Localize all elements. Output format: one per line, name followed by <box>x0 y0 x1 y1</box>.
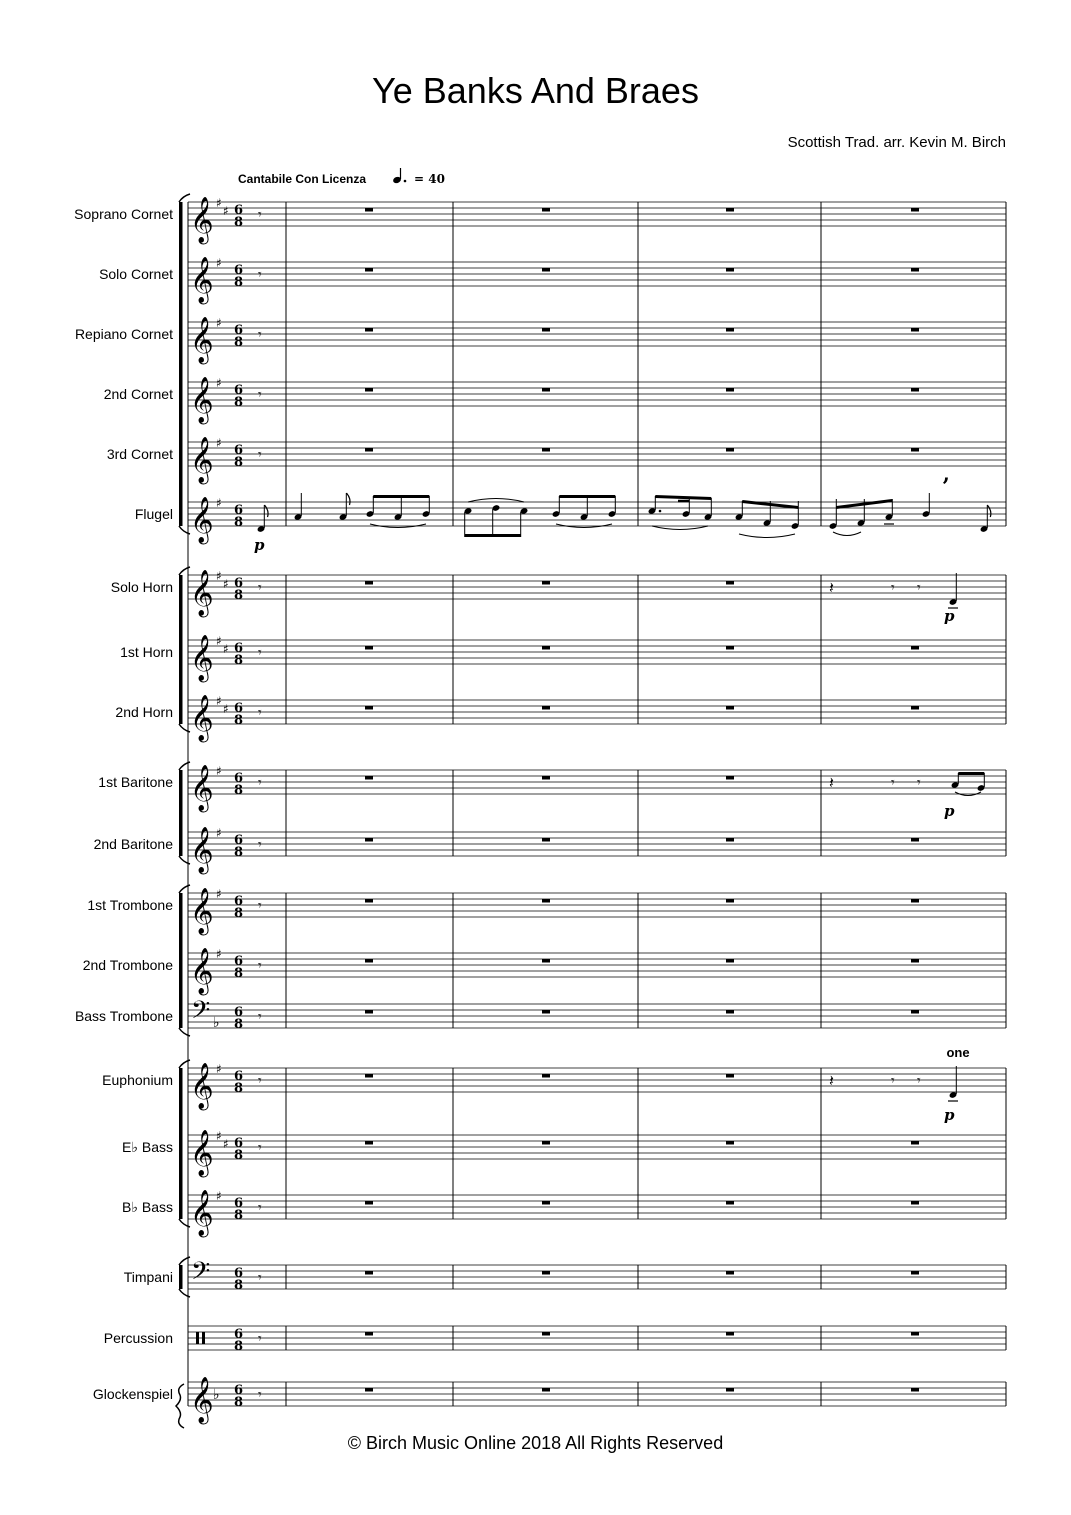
eighth-rest-icon: 𝄾 <box>258 267 262 283</box>
beam <box>655 495 711 500</box>
sharp-icon: ♯ <box>216 256 222 270</box>
treble-clef-icon: 𝄞 <box>190 497 214 543</box>
instrument-name: 2nd Trombone <box>82 957 173 973</box>
instrument-name: Timpani <box>123 1269 173 1285</box>
time-sig-top: 6 <box>234 203 244 218</box>
whole-rest-icon <box>726 448 734 452</box>
eighth-rest-icon: 𝄾 <box>258 1009 262 1025</box>
whole-rest-icon <box>726 1141 734 1145</box>
eighth-rest-icon: 𝄾 <box>258 837 262 853</box>
whole-rest-icon <box>365 776 373 780</box>
whole-rest-icon <box>365 1388 373 1392</box>
whole-rest-icon <box>911 646 919 650</box>
time-sig-top: 6 <box>234 1266 244 1281</box>
time-sig-top: 6 <box>234 833 244 848</box>
whole-rest-icon <box>726 959 734 963</box>
time-sig-bottom: 8 <box>234 1278 244 1293</box>
sharp-icon: ♯ <box>216 947 222 961</box>
bass-clef-icon: 𝄢 <box>191 1257 211 1292</box>
staff-2nd-horn <box>115 694 1006 743</box>
time-sig-bottom: 8 <box>234 653 244 668</box>
whole-rest-icon <box>542 838 550 842</box>
whole-rest-icon <box>726 208 734 212</box>
time-sig-top: 6 <box>234 443 244 458</box>
whole-rest-icon <box>911 1271 919 1275</box>
treble-clef-icon: 𝄞 <box>190 635 214 681</box>
whole-rest-icon <box>726 388 734 392</box>
time-sig-bottom: 8 <box>234 966 244 981</box>
whole-rest-icon <box>542 899 550 903</box>
treble-clef-icon: 𝄞 <box>190 888 214 934</box>
treble-clef-icon: 𝄞 <box>190 948 214 994</box>
eighth-rest-icon: 𝄾 <box>258 447 262 463</box>
staff-2nd-cornet <box>104 376 1006 425</box>
time-sig-bottom: 8 <box>234 1208 244 1223</box>
staff-soprano-cornet <box>74 196 1006 245</box>
staff-1st-trombone <box>87 887 1006 936</box>
time-sig-top: 6 <box>234 641 244 656</box>
whole-rest-icon <box>911 448 919 452</box>
rehearsal-annotation: one <box>946 1045 970 1060</box>
treble-clef-icon: 𝄞 <box>190 1063 214 1109</box>
eighth-rest-icon: 𝄾 <box>258 387 262 403</box>
eighth-rest-icon: 𝄾 <box>917 580 921 596</box>
instrument-name: E♭ Bass <box>122 1139 173 1155</box>
time-sig-top: 6 <box>234 1069 244 1084</box>
instrument-name: Flugel <box>134 506 173 522</box>
eighth-rest-icon: 𝄾 <box>891 1073 895 1089</box>
whole-rest-icon <box>911 268 919 272</box>
eighth-rest-icon: 𝄾 <box>258 1200 262 1216</box>
instrument-name: B♭ Bass <box>122 1199 173 1215</box>
whole-rest-icon <box>542 1010 550 1014</box>
whole-rest-icon <box>911 838 919 842</box>
whole-rest-icon <box>365 268 373 272</box>
sharp-icon: ♯ <box>216 1189 222 1203</box>
whole-rest-icon <box>726 706 734 710</box>
time-sig-bottom: 8 <box>234 215 244 230</box>
sharp-icon: ♯ <box>216 826 222 840</box>
tempo-text: Cantabile Con Licenza <box>238 172 367 186</box>
staff-glockenspiel <box>93 1377 1006 1425</box>
whole-rest-icon <box>542 1332 550 1336</box>
quarter-rest-icon: 𝄽 <box>829 1071 834 1090</box>
whole-rest-icon <box>726 1388 734 1392</box>
treble-clef-icon: 𝄞 <box>190 257 214 303</box>
sharp-icon: ♯ <box>216 376 222 390</box>
time-sig-bottom: 8 <box>234 1395 244 1410</box>
time-sig-bottom: 8 <box>234 713 244 728</box>
time-sig-top: 6 <box>234 1005 244 1020</box>
instrument-name: Percussion <box>103 1330 173 1346</box>
whole-rest-icon <box>726 581 734 585</box>
instrument-name: 2nd Baritone <box>93 836 173 852</box>
time-sig-top: 6 <box>234 576 244 591</box>
dynamic-piano: p <box>944 802 955 820</box>
staff-repiano-cornet <box>75 316 1006 365</box>
whole-rest-icon <box>365 706 373 710</box>
time-sig-top: 6 <box>234 701 244 716</box>
instrument-name: Solo Horn <box>110 579 173 595</box>
whole-rest-icon <box>542 208 550 212</box>
sharp-icon: ♯ <box>223 204 229 218</box>
instrument-name: 3rd Cornet <box>106 446 173 462</box>
whole-rest-icon <box>726 1010 734 1014</box>
whole-rest-icon <box>365 899 373 903</box>
whole-rest-icon <box>726 1074 734 1078</box>
whole-rest-icon <box>911 328 919 332</box>
quarter-rest-icon: 𝄽 <box>829 578 834 597</box>
score-title: Ye Banks And Braes <box>372 70 699 111</box>
time-sig-bottom: 8 <box>234 845 244 860</box>
whole-rest-icon <box>911 1388 919 1392</box>
whole-rest-icon <box>542 268 550 272</box>
euphonium-entry <box>829 1045 970 1124</box>
sharp-icon: ♯ <box>223 1137 229 1151</box>
whole-rest-icon <box>542 646 550 650</box>
treble-clef-icon: 𝄞 <box>190 765 214 811</box>
eighth-rest-icon: 𝄾 <box>258 775 262 791</box>
treble-clef-icon: 𝄞 <box>190 1190 214 1236</box>
staff-solo-horn <box>111 569 1006 618</box>
brace-glockenspiel <box>176 1384 184 1428</box>
time-sig-top: 6 <box>234 954 244 969</box>
time-sig-bottom: 8 <box>234 1081 244 1096</box>
whole-rest-icon <box>365 208 373 212</box>
beam <box>559 495 615 498</box>
slur <box>468 499 524 503</box>
time-sig-top: 6 <box>234 263 244 278</box>
treble-clef-icon: 𝄞 <box>190 197 214 243</box>
whole-rest-icon <box>365 448 373 452</box>
whole-rest-icon <box>911 388 919 392</box>
staff-3rd-cornet <box>107 436 1006 485</box>
staff-euphonium <box>102 1062 1006 1111</box>
time-sig-top: 6 <box>234 503 244 518</box>
whole-rest-icon <box>365 1074 373 1078</box>
instrument-name: 2nd Cornet <box>103 386 173 402</box>
staff-percussion <box>104 1326 1006 1354</box>
staff-b-bass <box>122 1189 1006 1238</box>
instrument-name: 2nd Horn <box>115 704 173 720</box>
whole-rest-icon <box>911 1201 919 1205</box>
slur <box>833 532 861 536</box>
time-sig-bottom: 8 <box>234 783 244 798</box>
staff-solo-cornet <box>99 256 1006 305</box>
time-sig-bottom: 8 <box>234 1339 244 1354</box>
sharp-icon: ♯ <box>223 642 229 656</box>
eighth-rest-icon: 𝄾 <box>258 1331 262 1347</box>
sharp-icon: ♯ <box>216 436 222 450</box>
eighth-rest-icon: 𝄾 <box>258 958 262 974</box>
instrument-name: 1st Baritone <box>98 774 173 790</box>
whole-rest-icon <box>542 1201 550 1205</box>
whole-rest-icon <box>365 1332 373 1336</box>
percussion-clef-icon <box>196 1332 199 1344</box>
tempo-marking <box>238 168 445 186</box>
tempo-bpm: = 40 <box>414 172 445 186</box>
staff-timpani <box>124 1257 1006 1293</box>
eighth-rest-icon: 𝄾 <box>891 775 895 791</box>
sharp-icon: ♯ <box>223 577 229 591</box>
whole-rest-icon <box>542 388 550 392</box>
eighth-rest-icon: 𝄾 <box>258 327 262 343</box>
whole-rest-icon <box>542 706 550 710</box>
whole-rest-icon <box>726 268 734 272</box>
time-sig-bottom: 8 <box>234 515 244 530</box>
whole-rest-icon <box>542 328 550 332</box>
staff-1st-baritone <box>98 764 1006 813</box>
flag <box>265 505 269 517</box>
sharp-icon: ♯ <box>216 569 222 583</box>
instrument-name: 1st Trombone <box>87 897 173 913</box>
whole-rest-icon <box>365 646 373 650</box>
whole-rest-icon <box>911 959 919 963</box>
sharp-icon: ♯ <box>223 702 229 716</box>
sharp-icon: ♯ <box>216 1129 222 1143</box>
staff-e-bass <box>122 1129 1006 1178</box>
whole-rest-icon <box>365 388 373 392</box>
whole-rest-icon <box>726 776 734 780</box>
instrument-name: Glockenspiel <box>92 1386 173 1402</box>
whole-rest-icon <box>542 1074 550 1078</box>
eighth-rest-icon: 𝄾 <box>258 645 262 661</box>
baritone-entry <box>829 772 985 820</box>
time-sig-bottom: 8 <box>234 1148 244 1163</box>
whole-rest-icon <box>542 1141 550 1145</box>
whole-rest-icon <box>542 448 550 452</box>
eighth-rest-icon: 𝄾 <box>917 775 921 791</box>
staff-2nd-trombone <box>83 947 1006 996</box>
sharp-icon: ♯ <box>216 496 222 510</box>
whole-rest-icon <box>365 1010 373 1014</box>
sharp-icon: ♯ <box>216 764 222 778</box>
sharp-icon: ♯ <box>216 1062 222 1076</box>
eighth-rest-icon: 𝄾 <box>258 1073 262 1089</box>
treble-clef-icon: 𝄞 <box>190 1130 214 1176</box>
eighth-rest-icon: 𝄾 <box>891 580 895 596</box>
eighth-rest-icon: 𝄾 <box>917 1073 921 1089</box>
whole-rest-icon <box>365 838 373 842</box>
flat-icon: ♭ <box>213 1015 220 1031</box>
dynamic-piano: p <box>944 607 955 625</box>
time-sig-bottom: 8 <box>234 395 244 410</box>
whole-rest-icon <box>911 1332 919 1336</box>
whole-rest-icon <box>542 959 550 963</box>
time-sig-top: 6 <box>234 383 244 398</box>
eighth-rest-icon: 𝄾 <box>258 898 262 914</box>
time-sig-top: 6 <box>234 1383 244 1398</box>
flag <box>347 493 351 505</box>
whole-rest-icon <box>365 1201 373 1205</box>
treble-clef-icon: 𝄞 <box>190 437 214 483</box>
flat-icon: ♭ <box>213 1387 220 1403</box>
sharp-icon: ♯ <box>216 196 222 210</box>
whole-rest-icon <box>365 1141 373 1145</box>
eighth-rest-icon: 𝄾 <box>258 705 262 721</box>
whole-rest-icon <box>726 1271 734 1275</box>
whole-rest-icon <box>365 581 373 585</box>
whole-rest-icon <box>365 959 373 963</box>
instrument-name: Repiano Cornet <box>74 326 173 342</box>
sharp-icon: ♯ <box>216 887 222 901</box>
time-sig-top: 6 <box>234 1196 244 1211</box>
whole-rest-icon <box>365 1271 373 1275</box>
eighth-rest-icon: 𝄾 <box>258 580 262 596</box>
dynamic-piano: p <box>944 1106 955 1124</box>
dynamic-piano: p <box>254 536 265 554</box>
time-sig-top: 6 <box>234 1136 244 1151</box>
whole-rest-icon <box>726 646 734 650</box>
sharp-icon: ♯ <box>216 694 222 708</box>
eighth-rest-icon: 𝄾 <box>258 1140 262 1156</box>
instrument-name: Euphonium <box>102 1072 173 1088</box>
copyright-footer: © Birch Music Online 2018 All Rights Reserved <box>347 1433 724 1453</box>
slur <box>652 526 708 530</box>
eighth-rest-icon: 𝄾 <box>258 1387 262 1403</box>
whole-rest-icon <box>365 328 373 332</box>
whole-rest-icon <box>726 1201 734 1205</box>
eighth-rest-icon: 𝄾 <box>258 1270 262 1286</box>
whole-rest-icon <box>542 581 550 585</box>
whole-rest-icon <box>542 776 550 780</box>
staff-1st-horn <box>120 634 1006 683</box>
treble-clef-icon: 𝄞 <box>190 570 214 616</box>
whole-rest-icon <box>726 838 734 842</box>
breath-mark: ’ <box>942 474 950 500</box>
staff-bass-trombone <box>75 996 1006 1032</box>
instrument-name: Solo Cornet <box>99 266 173 282</box>
treble-clef-icon: 𝄞 <box>190 695 214 741</box>
sharp-icon: ♯ <box>216 634 222 648</box>
time-sig-bottom: 8 <box>234 275 244 290</box>
whole-rest-icon <box>911 1010 919 1014</box>
whole-rest-icon <box>726 1332 734 1336</box>
bass-clef-icon: 𝄢 <box>191 996 211 1031</box>
time-sig-top: 6 <box>234 771 244 786</box>
quarter-rest-icon: 𝄽 <box>829 773 834 792</box>
beam <box>465 534 521 537</box>
instrument-name: Soprano Cornet <box>74 206 173 222</box>
whole-rest-icon <box>726 328 734 332</box>
treble-clef-icon: 𝄞 <box>190 827 214 873</box>
beam <box>958 772 984 775</box>
whole-rest-icon <box>911 899 919 903</box>
beam <box>373 495 429 498</box>
treble-clef-icon: 𝄞 <box>190 377 214 423</box>
instrument-name: 1st Horn <box>120 644 173 660</box>
eighth-rest-icon: 𝄾 <box>258 207 262 223</box>
time-sig-bottom: 8 <box>234 906 244 921</box>
sharp-icon: ♯ <box>216 316 222 330</box>
whole-rest-icon <box>726 899 734 903</box>
whole-rest-icon <box>911 706 919 710</box>
staff-2nd-baritone <box>94 826 1006 875</box>
whole-rest-icon <box>911 208 919 212</box>
time-sig-top: 6 <box>234 323 244 338</box>
time-sig-bottom: 8 <box>234 588 244 603</box>
composer-credit: Scottish Trad. arr. Kevin M. Birch <box>787 134 1006 151</box>
flag <box>987 505 991 517</box>
slur <box>739 534 795 538</box>
treble-clef-icon: 𝄞 <box>190 317 214 363</box>
instrument-name: Bass Trombone <box>74 1008 173 1024</box>
treble-clef-icon: 𝄞 <box>190 1377 214 1423</box>
whole-rest-icon <box>542 1388 550 1392</box>
time-sig-top: 6 <box>234 894 244 909</box>
time-sig-bottom: 8 <box>234 1017 244 1032</box>
whole-rest-icon <box>911 1141 919 1145</box>
time-sig-bottom: 8 <box>234 455 244 470</box>
whole-rest-icon <box>542 1271 550 1275</box>
time-sig-top: 6 <box>234 1327 244 1342</box>
time-sig-bottom: 8 <box>234 335 244 350</box>
